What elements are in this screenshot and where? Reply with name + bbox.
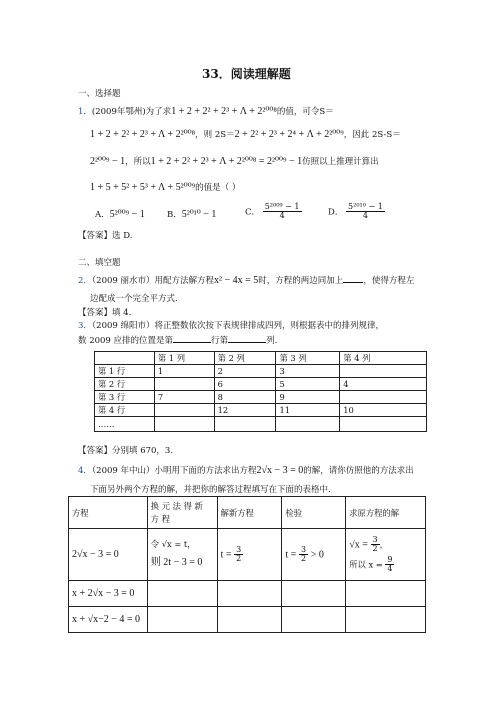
- answer-2-inline: 【答案】填 4.: [78, 308, 132, 318]
- question-text: 时，方程的两边同加上: [258, 276, 344, 286]
- question-text: 列.: [266, 336, 278, 346]
- table-cell: [340, 391, 427, 404]
- question-text: （2009 绵阳市）将正整数依次按下表规律排成四列，则根据表中的排列规律，: [91, 321, 385, 331]
- question-1-line-1: [78, 107, 334, 117]
- table-cell: 8: [214, 391, 276, 404]
- table-cell: [282, 529, 346, 581]
- equation: x + 2√x − 3 = 0: [72, 588, 135, 599]
- table-cell: 9: [276, 391, 340, 404]
- option-fraction: [263, 203, 302, 221]
- fraction-denominator: 4: [362, 211, 368, 221]
- table-header-cell: [95, 352, 155, 365]
- answer-blank-column[interactable]: [228, 342, 266, 343]
- table-cell[interactable]: [217, 581, 282, 607]
- table-cell: [340, 365, 427, 378]
- table-header-row: [95, 352, 427, 365]
- question-number: 4．: [78, 466, 92, 476]
- table-cell[interactable]: [282, 607, 346, 633]
- math-expression: 1 + 2 + 2² + 2³ + Λ + 2²⁰⁰⁸ = 2²⁰⁰⁹ − 1: [150, 156, 303, 167]
- check-suffix: > 0: [310, 549, 324, 560]
- table-cell: 3: [276, 365, 340, 378]
- table-cell: [147, 529, 217, 581]
- table-cell: [154, 417, 214, 432]
- solution-suffix: ，: [379, 539, 388, 550]
- question-number: 1．: [78, 107, 92, 117]
- question-1-line-2: [90, 130, 401, 140]
- question-text: 仿照以上推理计算出: [302, 157, 379, 167]
- table-cell: 11: [276, 404, 340, 417]
- page-title: 33．阅读理解题: [202, 67, 291, 81]
- question-4-line-2: 下面另外两个方程的解，并把你的解答过程填写在下面的表格中.: [90, 485, 331, 495]
- solution-table: [68, 496, 426, 633]
- table-cell: 第 1 行: [95, 365, 155, 378]
- table-cell: 10: [340, 404, 427, 417]
- option-b: [167, 210, 216, 220]
- table-header-cell: 第 3 列: [276, 352, 340, 365]
- question-3-line-1: [78, 322, 384, 331]
- table-row: [69, 607, 426, 633]
- substitution-line: 则 2t − 3 = 0: [150, 556, 203, 568]
- table-row: [95, 365, 427, 378]
- fraction-denominator: 2: [300, 554, 307, 563]
- question-2-line-1: [78, 276, 414, 286]
- question-4-line-1: [78, 466, 414, 476]
- math-expression: 1 + 2 + 2² + 2³ + Λ + 2²⁰⁰⁸: [90, 129, 196, 140]
- option-expression: 5²⁰¹⁰ − 1: [181, 209, 217, 220]
- solution-prefix: 所以 x =: [349, 558, 383, 569]
- solution-prefix: √x =: [349, 539, 368, 551]
- math-expression: 2²⁰⁰⁹ − 1: [90, 156, 126, 167]
- question-text: 的解，请你仿照他的方法求出: [303, 466, 414, 476]
- table-header-row: [69, 497, 426, 529]
- question-text: ，因此 2S-S＝: [343, 130, 401, 140]
- table-cell: 2: [214, 365, 276, 378]
- question-text: 数 2009 应排的位置是第: [78, 336, 174, 346]
- fraction: [371, 536, 380, 554]
- fraction: [234, 546, 243, 564]
- table-cell: [217, 529, 282, 581]
- fraction-denominator: 2: [236, 554, 242, 563]
- table-cell: 7: [154, 391, 214, 404]
- option-d: [328, 203, 385, 221]
- table-cell: 第 3 行: [95, 391, 155, 404]
- table-cell: [214, 417, 276, 432]
- check-prefix: t =: [285, 549, 297, 560]
- fraction: [299, 546, 308, 564]
- original-solution-line: [349, 556, 422, 574]
- table-cell[interactable]: [217, 607, 282, 633]
- table-cell: [69, 529, 148, 581]
- original-solution-line: [349, 536, 422, 554]
- option-expression: 5²⁰⁰⁹ − 1: [109, 209, 145, 220]
- question-1-line-3: [90, 157, 379, 167]
- section-heading-fill: 二、填空题: [78, 258, 121, 268]
- fraction-denominator: 4: [279, 211, 285, 221]
- fraction-numerator: 3: [236, 544, 242, 554]
- fraction: [385, 556, 394, 574]
- table-header-cell: 方程: [69, 497, 148, 529]
- table-cell[interactable]: [346, 581, 426, 607]
- math-expression: x² − 4x = 5: [214, 275, 259, 286]
- fraction-numerator: 5²⁰⁰⁹ − 1: [264, 202, 300, 211]
- answer-blank-row[interactable]: [173, 342, 211, 343]
- table-cell: [154, 404, 214, 417]
- equation: 2√x − 3 = 0: [72, 549, 119, 560]
- fraction-denominator: 2: [372, 544, 378, 554]
- table-cell: 6: [214, 378, 276, 391]
- table-row: [95, 417, 427, 432]
- option-label: C．: [245, 207, 261, 218]
- section-heading-choice: 一、选择题: [78, 89, 121, 99]
- question-text: 的值是（ ）: [195, 183, 241, 193]
- table-header-cell: 第 2 列: [214, 352, 276, 365]
- table-header-cell: 解新方程: [217, 497, 282, 529]
- table-cell[interactable]: [282, 581, 346, 607]
- table-cell: ……: [95, 417, 155, 432]
- table-row: [69, 581, 426, 607]
- table-cell: [154, 378, 214, 391]
- option-fraction: [346, 203, 385, 221]
- table-header-cell: 第 4 列: [340, 352, 427, 365]
- table-header-cell: 检验: [282, 497, 346, 529]
- table-cell: 1: [154, 365, 214, 378]
- table-cell: [340, 417, 427, 432]
- table-cell: [346, 529, 426, 581]
- table-cell: 第 2 行: [95, 378, 155, 391]
- table-header-cell: 换 元 法 得 新 方 程: [147, 497, 217, 529]
- table-row: [69, 529, 426, 581]
- table-row: [95, 391, 427, 404]
- answer-3: 【答案】分别填 670，3.: [78, 446, 174, 456]
- table-cell[interactable]: [346, 607, 426, 633]
- question-text: ，则 2S＝: [195, 130, 235, 140]
- arrangement-table: [94, 351, 427, 432]
- equation: x + √x−2 − 4 = 0: [72, 614, 141, 625]
- question-text: 的值，可令S＝: [276, 107, 334, 117]
- math-expression: 2 + 2² + 2³ + 2⁴ + Λ + 2²⁰⁰⁹: [234, 129, 344, 140]
- table-cell: 12: [214, 404, 276, 417]
- fraction-numerator: 9: [387, 554, 393, 564]
- table-cell: 第 4 行: [95, 404, 155, 417]
- table-header-cell: 第 1 列: [154, 352, 214, 365]
- question-text: ，使得方程左: [363, 276, 415, 286]
- answer-1: 【答案】选 D.: [78, 231, 133, 241]
- question-number: 2．: [78, 276, 92, 286]
- table-cell: [69, 581, 148, 607]
- table-cell: 5: [276, 378, 340, 391]
- table-cell: [276, 417, 340, 432]
- solve-prefix: t =: [220, 549, 232, 560]
- option-label: D．: [328, 207, 344, 218]
- answer-blank[interactable]: [343, 282, 363, 283]
- question-text: （2009 丽水市）用配方法解方程: [91, 276, 215, 286]
- question-text: 行第: [211, 336, 229, 346]
- question-text: (2009年鄂州)为了求: [91, 107, 172, 117]
- table-cell: [69, 607, 148, 633]
- option-label: B．: [167, 210, 182, 220]
- table-cell[interactable]: [147, 581, 217, 607]
- math-expression: 1 + 2 + 2² + 2³ + Λ + 2²⁰⁰⁸: [171, 106, 277, 117]
- fraction-denominator: 4: [387, 563, 393, 573]
- question-3-line-2: [78, 337, 277, 346]
- option-label: A．: [95, 210, 110, 220]
- table-cell[interactable]: [147, 607, 217, 633]
- table-row: [95, 404, 427, 417]
- question-2-line-2: 边配成一个完全平方式.: [90, 294, 178, 304]
- table-cell: 4: [340, 378, 427, 391]
- question-number: 3．: [78, 321, 92, 331]
- math-expression: 2√x − 3 = 0: [256, 465, 304, 476]
- option-a: [95, 210, 145, 220]
- math-expression: 1 + 5 + 5² + 5³ + Λ + 5²⁰⁰⁹: [90, 182, 196, 193]
- question-1-line-4: [90, 183, 240, 193]
- table-row: [95, 378, 427, 391]
- fraction-numerator: 3: [300, 544, 307, 554]
- option-c: [245, 203, 302, 221]
- fraction-numerator: 3: [372, 534, 378, 544]
- substitution-line: 令 √x = t，: [150, 539, 196, 550]
- question-text: （2009 年中山）小明用下面的方法求出方程: [91, 466, 257, 476]
- question-text: ，所以: [125, 157, 151, 167]
- table-header-cell: 求原方程的解: [346, 497, 426, 529]
- fraction-numerator: 5²⁰¹⁰ − 1: [348, 202, 383, 211]
